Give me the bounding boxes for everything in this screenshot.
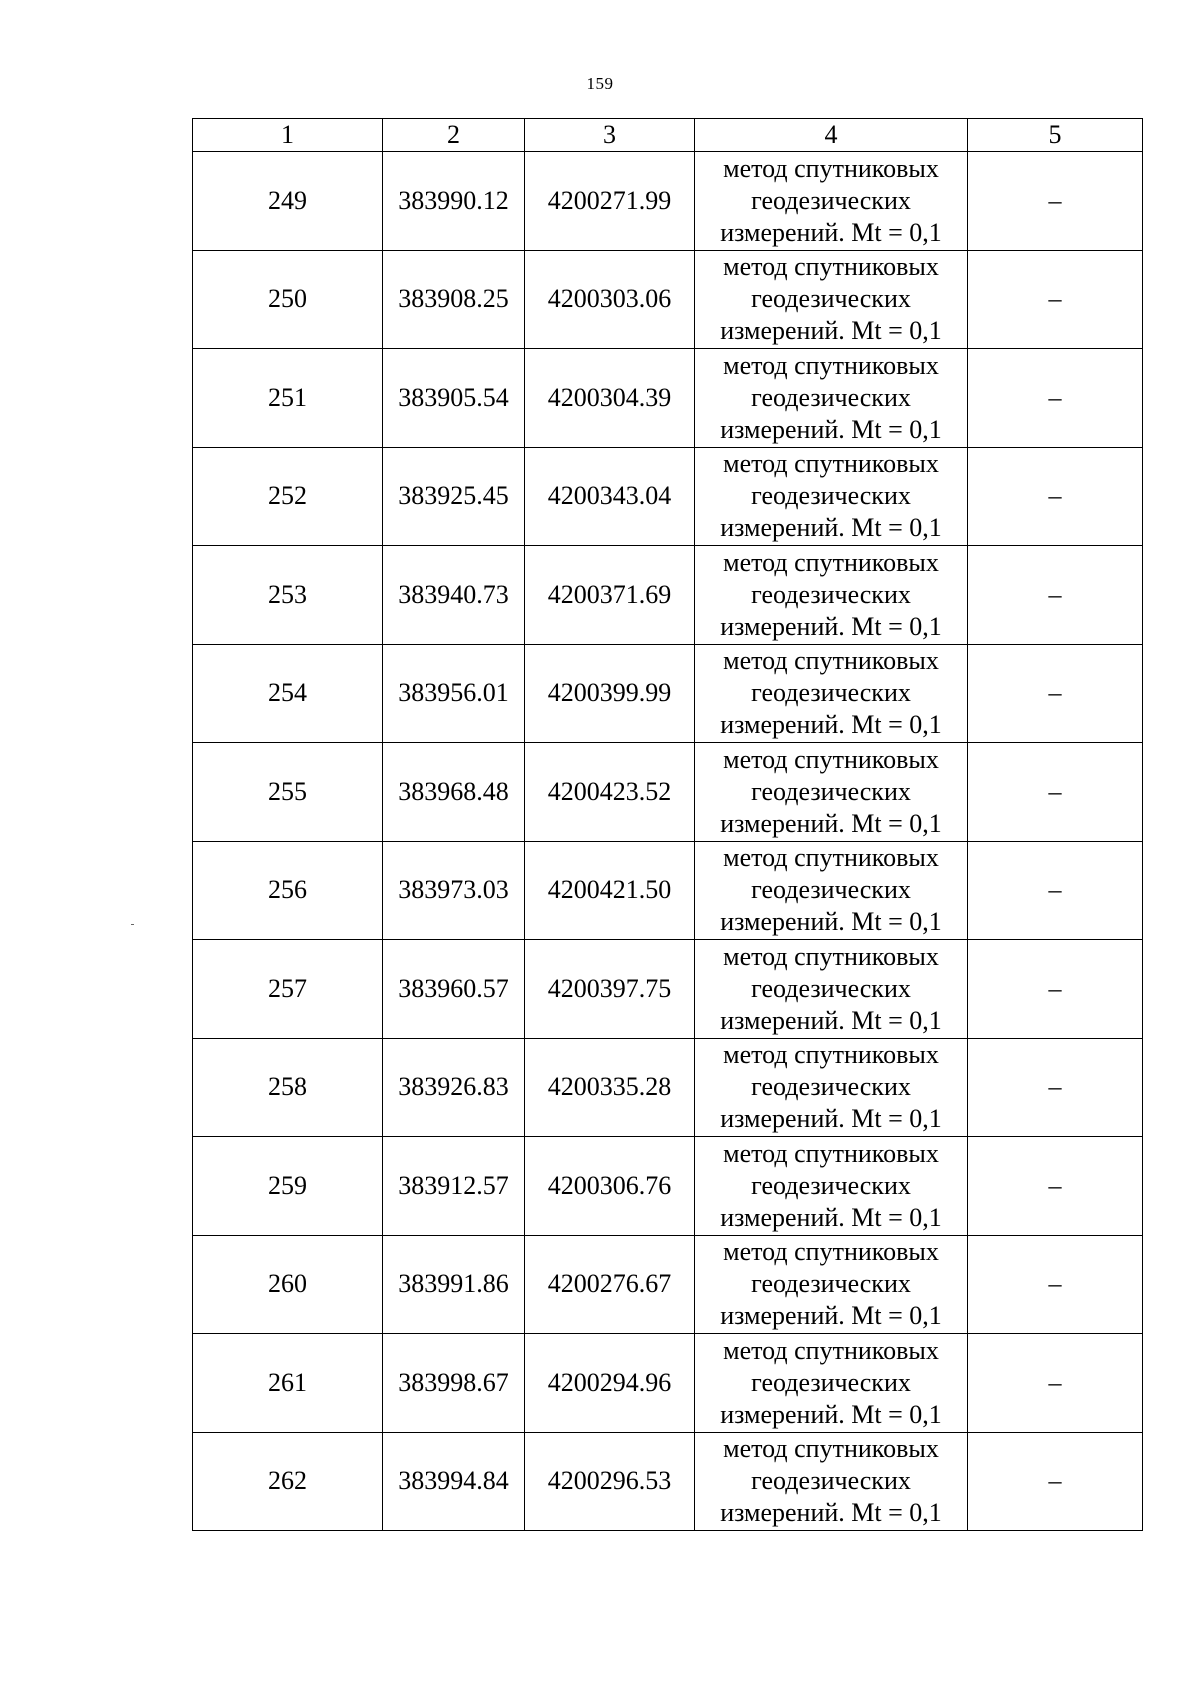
y-coordinate-cell: 4200271.99 xyxy=(525,152,695,251)
page-number: 159 xyxy=(586,74,614,93)
method-cell xyxy=(695,644,968,743)
x-coordinate-cell: 383956.01 xyxy=(383,644,525,743)
method-line: геодезических xyxy=(751,1466,911,1496)
method-line: измерений. Mt = 0,1 xyxy=(720,1399,942,1429)
note-cell: – xyxy=(968,152,1143,251)
table-row xyxy=(193,447,1143,546)
point-number-cell: 261 xyxy=(193,1334,383,1433)
column-header-4: 4 xyxy=(695,119,968,152)
method-line: геодезических xyxy=(751,1072,911,1102)
method-line: измерений. Mt = 0,1 xyxy=(720,513,942,543)
method-line: метод спутниковых xyxy=(723,646,939,676)
note-cell: – xyxy=(968,841,1143,940)
table-row xyxy=(193,1334,1143,1433)
method-line: измерений. Mt = 0,1 xyxy=(720,1005,942,1035)
y-coordinate-cell: 4200294.96 xyxy=(525,1334,695,1433)
method-cell xyxy=(695,1038,968,1137)
column-header-1: 1 xyxy=(193,119,383,152)
table-row xyxy=(193,1235,1143,1334)
table-row xyxy=(193,940,1143,1039)
method-line: метод спутниковых xyxy=(723,547,939,577)
method-line: геодезических xyxy=(751,284,911,314)
note-cell: – xyxy=(968,349,1143,448)
method-line: метод спутниковых xyxy=(723,1434,939,1464)
method-line: геодезических xyxy=(751,973,911,1003)
note-cell: – xyxy=(968,1235,1143,1334)
x-coordinate-cell: 383998.67 xyxy=(383,1334,525,1433)
x-coordinate-cell: 383908.25 xyxy=(383,250,525,349)
y-coordinate-cell: 4200306.76 xyxy=(525,1137,695,1236)
method-line: измерений. Mt = 0,1 xyxy=(720,611,942,641)
method-cell xyxy=(695,349,968,448)
y-coordinate-cell: 4200276.67 xyxy=(525,1235,695,1334)
method-cell xyxy=(695,1334,968,1433)
method-line: метод спутниковых xyxy=(723,941,939,971)
method-line: метод спутниковых xyxy=(723,744,939,774)
y-coordinate-cell: 4200335.28 xyxy=(525,1038,695,1137)
point-number-cell: 262 xyxy=(193,1432,383,1531)
note-cell: – xyxy=(968,1334,1143,1433)
point-number-cell: 254 xyxy=(193,644,383,743)
point-number-cell: 255 xyxy=(193,743,383,842)
note-cell: – xyxy=(968,546,1143,645)
method-line: геодезических xyxy=(751,481,911,511)
column-header-2: 2 xyxy=(383,119,525,152)
method-line: метод спутниковых xyxy=(723,1138,939,1168)
table-row xyxy=(193,644,1143,743)
method-line: геодезических xyxy=(751,1269,911,1299)
point-number-cell: 252 xyxy=(193,447,383,546)
method-cell xyxy=(695,250,968,349)
x-coordinate-cell: 383960.57 xyxy=(383,940,525,1039)
point-number-cell: 260 xyxy=(193,1235,383,1334)
note-cell: – xyxy=(968,1038,1143,1137)
method-line: метод спутниковых xyxy=(723,1040,939,1070)
method-line: геодезических xyxy=(751,678,911,708)
method-line: геодезических xyxy=(751,382,911,412)
method-cell xyxy=(695,1432,968,1531)
method-line: измерений. Mt = 0,1 xyxy=(720,1202,942,1232)
method-line: геодезических xyxy=(751,1367,911,1397)
table-row xyxy=(193,250,1143,349)
method-line: геодезических xyxy=(751,776,911,806)
table-row xyxy=(193,743,1143,842)
method-line: измерений. Mt = 0,1 xyxy=(720,808,942,838)
method-line: измерений. Mt = 0,1 xyxy=(720,907,942,937)
x-coordinate-cell: 383990.12 xyxy=(383,152,525,251)
note-cell: – xyxy=(968,1432,1143,1531)
method-cell xyxy=(695,1235,968,1334)
point-number-cell: 250 xyxy=(193,250,383,349)
note-cell: – xyxy=(968,1137,1143,1236)
method-line: геодезических xyxy=(751,579,911,609)
scan-speck xyxy=(131,924,134,925)
table-row xyxy=(193,546,1143,645)
y-coordinate-cell: 4200399.99 xyxy=(525,644,695,743)
x-coordinate-cell: 383991.86 xyxy=(383,1235,525,1334)
method-line: метод спутниковых xyxy=(723,1237,939,1267)
point-number-cell: 251 xyxy=(193,349,383,448)
y-coordinate-cell: 4200371.69 xyxy=(525,546,695,645)
method-line: измерений. Mt = 0,1 xyxy=(720,710,942,740)
method-line: геодезических xyxy=(751,875,911,905)
note-cell: – xyxy=(968,644,1143,743)
y-coordinate-cell: 4200304.39 xyxy=(525,349,695,448)
method-cell xyxy=(695,940,968,1039)
point-number-cell: 253 xyxy=(193,546,383,645)
method-line: метод спутниковых xyxy=(723,350,939,380)
method-line: измерений. Mt = 0,1 xyxy=(720,1498,942,1528)
point-number-cell: 259 xyxy=(193,1137,383,1236)
table-row xyxy=(193,841,1143,940)
column-header-3: 3 xyxy=(525,119,695,152)
coordinates-table-container xyxy=(192,118,1142,1531)
y-coordinate-cell: 4200421.50 xyxy=(525,841,695,940)
method-line: геодезических xyxy=(751,185,911,215)
method-cell xyxy=(695,1137,968,1236)
method-line: метод спутниковых xyxy=(723,449,939,479)
method-line: измерений. Mt = 0,1 xyxy=(720,217,942,247)
table-body xyxy=(193,152,1143,1531)
y-coordinate-cell: 4200296.53 xyxy=(525,1432,695,1531)
point-number-cell: 257 xyxy=(193,940,383,1039)
method-line: измерений. Mt = 0,1 xyxy=(720,1104,942,1134)
x-coordinate-cell: 383973.03 xyxy=(383,841,525,940)
note-cell: – xyxy=(968,940,1143,1039)
column-header-5: 5 xyxy=(968,119,1143,152)
y-coordinate-cell: 4200397.75 xyxy=(525,940,695,1039)
point-number-cell: 249 xyxy=(193,152,383,251)
method-cell xyxy=(695,152,968,251)
method-line: метод спутниковых xyxy=(723,1335,939,1365)
method-line: метод спутниковых xyxy=(723,843,939,873)
note-cell: – xyxy=(968,743,1143,842)
method-cell xyxy=(695,546,968,645)
x-coordinate-cell: 383968.48 xyxy=(383,743,525,842)
table-row xyxy=(193,1432,1143,1531)
y-coordinate-cell: 4200423.52 xyxy=(525,743,695,842)
y-coordinate-cell: 4200343.04 xyxy=(525,447,695,546)
method-line: метод спутниковых xyxy=(723,252,939,282)
x-coordinate-cell: 383994.84 xyxy=(383,1432,525,1531)
method-line: измерений. Mt = 0,1 xyxy=(720,414,942,444)
method-cell xyxy=(695,841,968,940)
x-coordinate-cell: 383912.57 xyxy=(383,1137,525,1236)
table-row xyxy=(193,152,1143,251)
method-line: измерений. Mt = 0,1 xyxy=(720,1301,942,1331)
coordinates-table xyxy=(192,118,1143,1531)
y-coordinate-cell: 4200303.06 xyxy=(525,250,695,349)
table-row xyxy=(193,1038,1143,1137)
note-cell: – xyxy=(968,250,1143,349)
method-line: измерений. Mt = 0,1 xyxy=(720,316,942,346)
table-row xyxy=(193,349,1143,448)
method-cell xyxy=(695,743,968,842)
table-header-row xyxy=(193,119,1143,152)
x-coordinate-cell: 383940.73 xyxy=(383,546,525,645)
x-coordinate-cell: 383925.45 xyxy=(383,447,525,546)
method-cell xyxy=(695,447,968,546)
method-line: метод спутниковых xyxy=(723,153,939,183)
point-number-cell: 256 xyxy=(193,841,383,940)
point-number-cell: 258 xyxy=(193,1038,383,1137)
method-line: геодезических xyxy=(751,1170,911,1200)
x-coordinate-cell: 383905.54 xyxy=(383,349,525,448)
x-coordinate-cell: 383926.83 xyxy=(383,1038,525,1137)
table-row xyxy=(193,1137,1143,1236)
note-cell: – xyxy=(968,447,1143,546)
